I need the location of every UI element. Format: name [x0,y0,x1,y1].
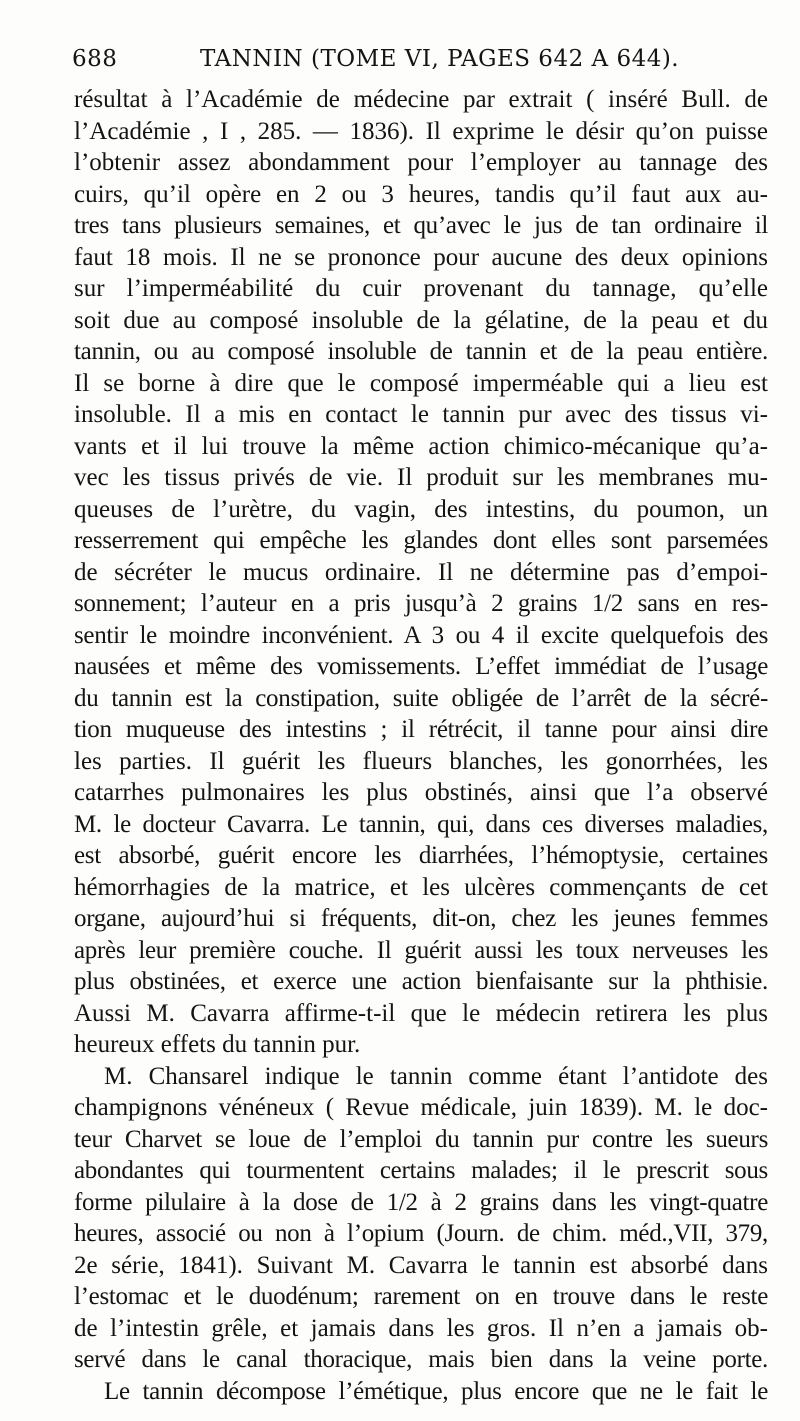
text-line: l’Académie , I , 285. — 1836). Il exprime le désir qu’on puisse [74,117,768,145]
text-line: hémorrhagies de la matrice, et les ulcères commençants de cet [74,873,768,901]
text-line: tion muqueuse des intestins ; il rétrécit, il tanne pour ainsi dire [74,716,768,743]
text-line: M. Chansarel indique le tannin comme étant l’antidote des [104,1062,768,1090]
running-title: TANNIN (TOME VI, PAGES 642 A 644). [200,46,680,72]
text-line: organe, aujourd’hui si fréquents, dit-on, chez les jeunes femmes [74,905,768,932]
text-line: 2e série, 1841). Suivant M. Cavarra le tannin est absorbé dans [74,1251,768,1279]
text-line: vec les tissus privés de vie. Il produit sur les membranes mu- [74,464,768,491]
text-line: queuses de l’urètre, du vagin, des intestins, du poumon, un [74,495,768,523]
text-line: soit due au composé insoluble de la gélatine, de la peau et du [74,306,768,334]
text-line: servé dans le canal thoracique, mais bien dans la veine porte. [74,1346,768,1373]
text-line: vants et il lui trouve la même action chimico-mécanique qu’a- [74,432,768,460]
text-line: tannin, ou au composé insoluble de tannin et de la peau entière. [74,338,768,365]
text-line: forme pilulaire à la dose de 1/2 à 2 grains dans les vingt-quatre [74,1188,768,1216]
page-number: 688 [72,46,118,72]
text-line: Le tannin décompose l’émétique, plus encore que ne le fait le [104,1377,768,1405]
text-line: faut 18 mois. Il ne se prononce pour aucune des deux opinions [74,243,768,271]
text-line: sur l’imperméabilité du cuir provenant du tannage, qu’elle [74,275,768,302]
text-line: les parties. Il guérit les flueurs blanches, les gonorrhées, les [74,747,768,775]
body-text [74,84,768,1407]
text-line: cuirs, qu’il opère en 2 ou 3 heures, tandis qu’il faut aux au- [74,180,768,208]
text-line: heureux effets du tannin pur. [74,1031,361,1058]
text-line: champignons vénéneux ( Revue médicale, juin 1839). M. le doc- [74,1094,768,1121]
text-line: tres tans plusieurs semaines, et qu’avec le jus de tan ordinaire il [74,212,768,239]
text-line: sonnement; l’auteur en a pris jusqu’à 2 grains 1/2 sans en res- [74,590,768,617]
text-line: l’estomac et le duodénum; rarement on en trouve dans le reste [74,1283,768,1310]
page-header [72,46,772,82]
text-line: de sécréter le mucus ordinaire. Il ne détermine pas d’empoi- [74,558,768,586]
text-line: teur Charvet se loue de l’emploi du tannin pur contre les sueurs [74,1125,768,1153]
text-line: résultat à l’Académie de médecine par extrait ( inséré Bull. de [74,86,768,113]
text-line: insoluble. Il a mis en contact le tannin pur avec des tissus vi- [74,401,768,428]
text-line: Il se borne à dire que le composé imperméable qui a lieu est [74,369,768,397]
text-line: l’obtenir assez abondamment pour l’employer au tannage des [74,149,768,176]
text-line: catarrhes pulmonaires les plus obstinés, ainsi que l’a observé [74,779,768,806]
text-line: M. le docteur Cavarra. Le tannin, qui, dans ces diverses maladies, [74,810,768,838]
text-line: de l’intestin grêle, et jamais dans les gros. Il n’en a jamais ob- [74,1314,768,1342]
text-line: est absorbé, guérit encore les diarrhées, l’hémoptysie, certaines [74,842,768,869]
text-line: nausées et même des vomissements. L’effet immédiat de l’usage [74,653,768,680]
text-line: resserrement qui empêche les glandes dont elles sont parsemées [74,527,768,554]
text-line: après leur première couche. Il guérit aussi les toux nerveuses les [74,936,768,964]
text-line: du tannin est la constipation, suite obligée de l’arrêt de la sécré- [74,684,768,712]
text-line: Aussi M. Cavarra affirme-t-il que le médecin retirera les plus [74,999,768,1027]
text-line: heures, associé ou non à l’opium (Journ. de chim. méd.,VII, 379, [74,1220,768,1247]
text-line: sentir le moindre inconvénient. A 3 ou 4 il excite quelquefois des [74,621,768,649]
text-line: abondantes qui tourmentent certains malades; il le prescrit sous [74,1157,768,1184]
text-line: plus obstinées, et exerce une action bienfaisante sur la phthisie. [74,968,768,995]
